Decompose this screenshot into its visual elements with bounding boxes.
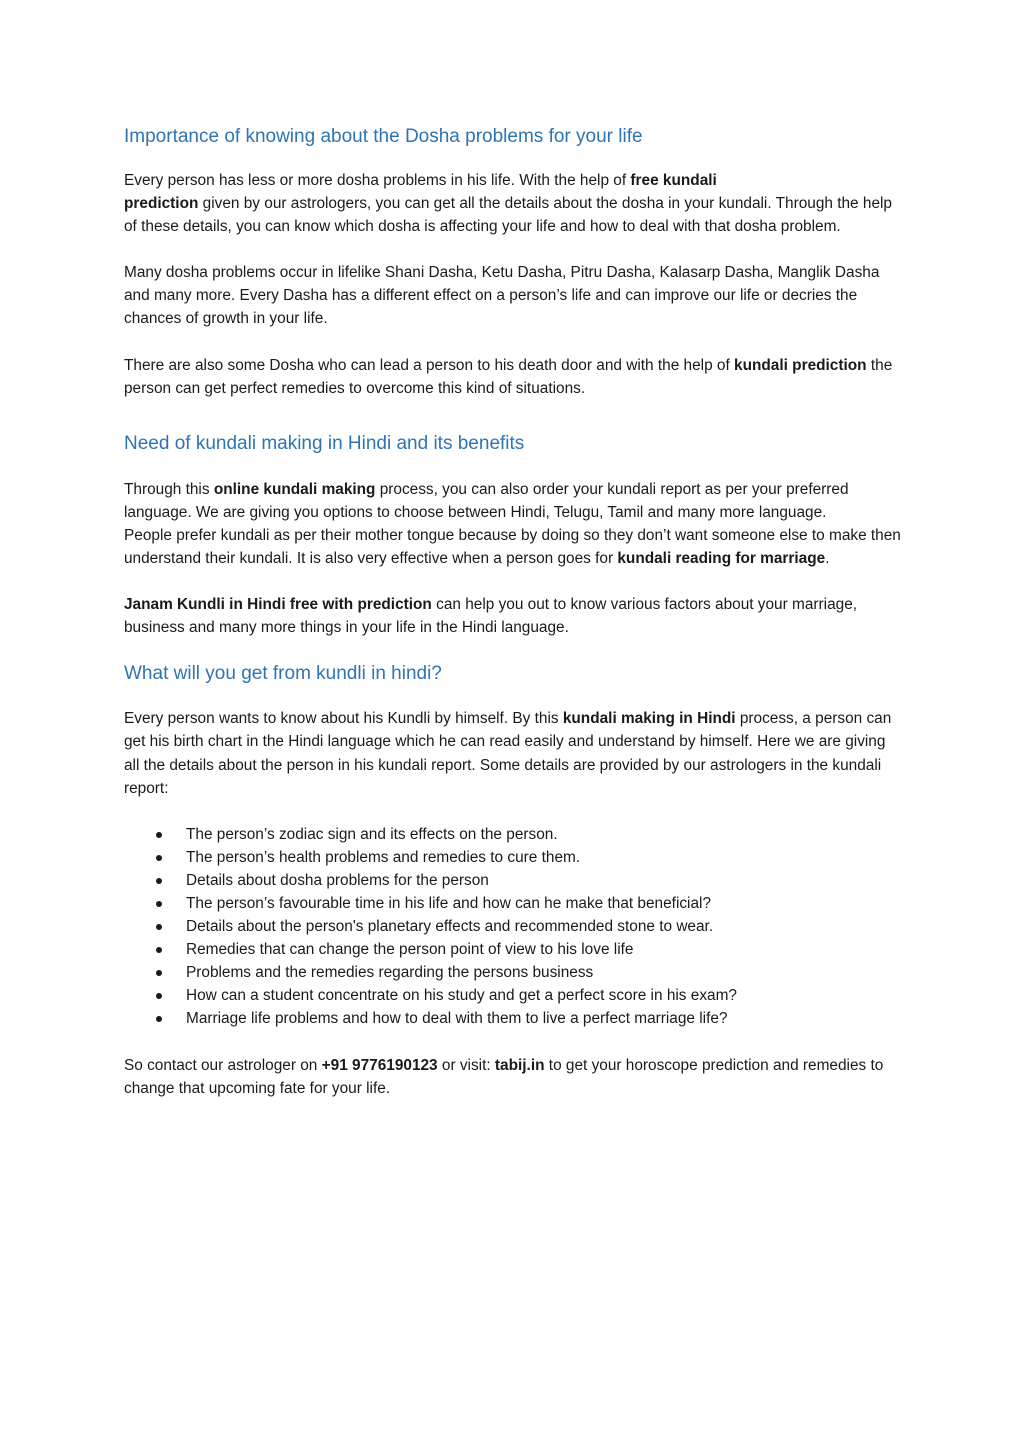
text-run: Every person wants to know about his Kundli by himself. By this xyxy=(124,710,563,728)
bold-text-free-kundali: free kundali xyxy=(630,172,717,189)
paragraph-mother-tongue xyxy=(124,524,902,570)
bold-text-prediction: prediction xyxy=(124,195,199,213)
bold-text-website: tabij.in xyxy=(494,1056,545,1074)
text-run: can help you out to know various factors about your marriage, business and many more things in your life in the Hindi language. xyxy=(124,596,858,637)
list-item xyxy=(124,846,902,869)
list-item-text: The person’s health problems and remedies to cure them. xyxy=(186,848,581,866)
document-content xyxy=(124,120,902,1100)
list-item xyxy=(124,892,902,915)
paragraph-dosha-remedies xyxy=(124,354,902,400)
bullet-icon xyxy=(156,855,162,861)
list-item-text: Marriage life problems and how to deal with them to live a perfect marriage life? xyxy=(186,1010,728,1028)
bullet-icon xyxy=(156,970,162,976)
bold-text-online-kundali-making: online kundali making xyxy=(213,480,376,498)
section-heading-kundali-hindi: Need of kundali making in Hindi and its benefits xyxy=(124,432,525,454)
bullet-icon xyxy=(156,832,162,838)
paragraph-janam-kundli xyxy=(124,593,902,639)
text-run: . xyxy=(825,550,830,568)
list-item xyxy=(124,938,902,961)
list-item-text: How can a student concentrate on his study and get a perfect score in his exam? xyxy=(186,987,737,1005)
text-run: given by our astrologers, you can get all the details about the dosha in your kundali. Through the help of these details, you can know which dosha is affecting your life and how to deal with that dosha problem. xyxy=(124,195,892,236)
paragraph-kundli-report xyxy=(124,707,902,799)
list-item xyxy=(124,984,902,1007)
paragraph-dosha-intro xyxy=(124,169,902,238)
paragraph-online-kundali xyxy=(124,478,902,524)
paragraph-dosha-types: Many dosha problems occur in lifelike Shani Dasha, Ketu Dasha, Pitru Dasha, Kalasarp Dasha, Manglik Dasha and many more. Every Dasha has a different effect on a person’s life and can improve our life or decries the chances of growth in your life. xyxy=(124,264,880,328)
bullet-icon xyxy=(156,947,162,953)
text-run: to get your horoscope prediction and remedies to change that upcoming fate for your life. xyxy=(124,1056,884,1097)
bold-text-kundali-reading-marriage: kundali reading for marriage xyxy=(617,550,826,568)
section-heading-dosha-importance: Importance of knowing about the Dosha problems for your life xyxy=(124,126,643,147)
list-item-text: The person’s favourable time in his life and how can he make that beneficial? xyxy=(186,894,712,912)
text-run: Through this xyxy=(124,480,214,498)
text-run: There are also some Dosha who can lead a person to his death door and with the help of xyxy=(124,356,735,374)
paragraph-contact xyxy=(124,1054,902,1100)
list-item xyxy=(124,823,902,846)
list-item xyxy=(124,1007,902,1030)
bullet-icon xyxy=(156,878,162,884)
list-item-text: The person’s zodiac sign and its effects on the person. xyxy=(186,825,558,843)
text-run: process, a person can get his birth chart in the Hindi language which he can read easily and understand by himself. Here we are giving all the details about the person in his kundali report. Some details are provided by our astrologers in the kundali report: xyxy=(124,710,892,797)
text-run: So contact our astrologer on xyxy=(124,1056,322,1074)
list-item xyxy=(124,961,902,984)
list-item-text: Problems and the remedies regarding the persons business xyxy=(186,964,594,982)
text-run: People prefer kundali as per their mother tongue because by doing so they don’t want someone else to make then understand their kundali. It is also very effective when a person goes for xyxy=(124,526,901,568)
list-item xyxy=(124,869,902,892)
section-heading-kundli-benefits: What will you get from kundli in hindi? xyxy=(124,663,442,685)
text-run: or visit: xyxy=(437,1056,495,1074)
text-run: the person can get perfect remedies to overcome this kind of situations. xyxy=(124,356,893,397)
bullet-icon xyxy=(156,993,162,999)
bold-text-kundali-making-hindi: kundali making in Hindi xyxy=(562,710,736,728)
text-run: process, you can also order your kundali report as per your preferred language. We are giving you options to choose between Hindi, Telugu, Tamil and many more language. xyxy=(124,480,849,521)
bullet-icon xyxy=(156,924,162,930)
text-run: Every person has less or more dosha problems in his life. With the help of xyxy=(124,172,631,189)
list-item-text: Details about the person's planetary effects and recommended stone to wear. xyxy=(186,918,714,936)
bullet-icon xyxy=(156,1016,162,1022)
bold-text-janam-kundli: Janam Kundli in Hindi free with prediction xyxy=(124,596,432,614)
list-item-text: Details about dosha problems for the person xyxy=(186,871,489,889)
list-item xyxy=(124,915,902,938)
bold-text-kundali-prediction: kundali prediction xyxy=(734,356,867,374)
bullet-icon xyxy=(156,901,162,907)
bold-text-phone-number: +91 9776190123 xyxy=(321,1056,438,1074)
list-item-text: Remedies that can change the person point of view to his love life xyxy=(186,941,634,959)
report-details-list xyxy=(124,823,902,1031)
